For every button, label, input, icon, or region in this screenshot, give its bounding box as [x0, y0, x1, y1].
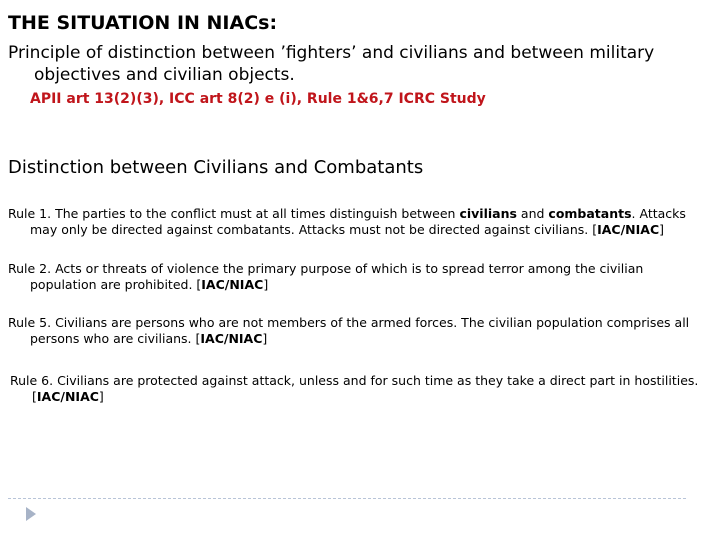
rule-2-close: ] [263, 277, 269, 292]
rule-1-text-d: ] [659, 222, 665, 237]
principle-statement: Principle of distinction between ’fighters’ and civilians and between military objectives and civilian objects. [8, 43, 655, 85]
rule-1-tag: IAC/NIAC [597, 222, 660, 237]
rule-1-combatants: combatants [548, 206, 632, 221]
rule-5 [8, 315, 698, 347]
rule-2-text: Rule 2. Acts or threats of violence the primary purpose of which is to spread terror among the civilian population are prohibited. [ [8, 261, 644, 292]
rule-1 [8, 206, 698, 238]
rule-2 [8, 261, 698, 293]
rule-5-close: ] [262, 331, 268, 346]
rule-5-text: Rule 5. Civilians are persons who are not members of the armed forces. The civilian population comprises all persons who are civilians. [ [8, 315, 690, 346]
rule-6 [10, 373, 700, 405]
rule-5-tag: IAC/NIAC [200, 331, 263, 346]
rule-2-tag: IAC/NIAC [201, 277, 264, 292]
slide-title: THE SITUATION IN NIACs: [8, 12, 278, 34]
footer-divider [8, 498, 686, 499]
section-heading: Distinction between Civilians and Combatants [8, 157, 424, 178]
rule-1-text-b: and [516, 206, 549, 221]
rule-6-close: ] [98, 389, 104, 404]
rule-1-text-c: . Attacks may only be directed against combatants. Attacks must not be directed against civilians. [ [30, 206, 686, 237]
rule-6-tag: IAC/NIAC [36, 389, 99, 404]
rule-6-text: Rule 6. Civilians are protected against attack, unless and for such time as they take a direct part in hostilities. [ [10, 373, 699, 404]
rule-1-text-a: Rule 1. The parties to the conflict must at all times distinguish between [8, 206, 460, 221]
next-slide-arrow-icon[interactable] [26, 507, 36, 521]
rule-1-civilians: civilians [459, 206, 517, 221]
legal-sources: APII art 13(2)(3), ICC art 8(2) e (i), Rule 1&6,7 ICRC Study [30, 91, 486, 107]
